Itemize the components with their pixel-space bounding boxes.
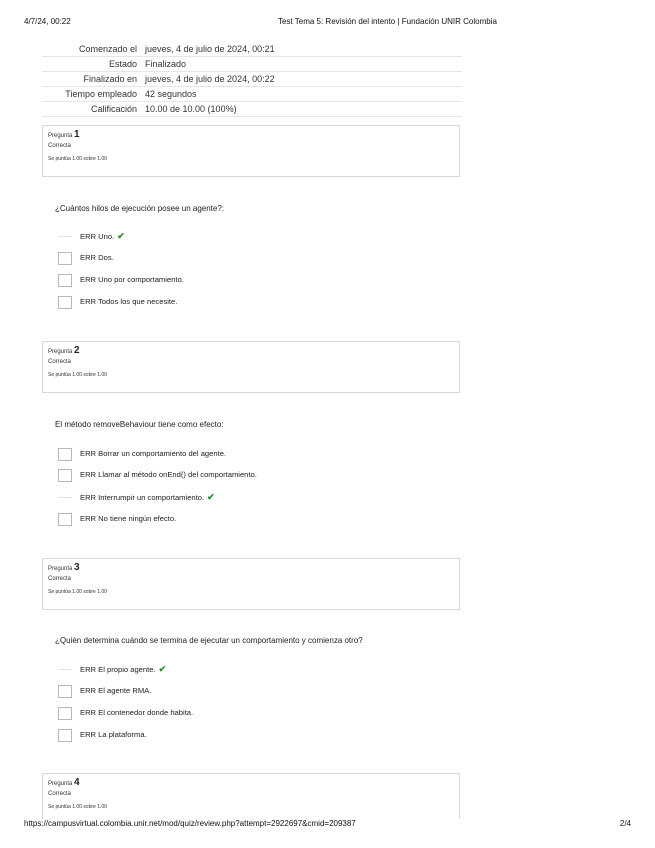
answer-checkbox[interactable] [58,491,72,504]
summary-label: Calificación [42,102,141,117]
answer-label: ERR Uno por comportamiento. [80,275,184,284]
answer-checkbox[interactable] [58,469,72,482]
question-info-box [42,773,460,819]
answer-checkbox[interactable] [58,513,72,526]
summary-row-finished [42,72,462,87]
question-text: El método removeBehaviour tiene como efecto: [55,420,224,429]
attempt-summary-table [42,42,462,117]
answer-option[interactable] [58,295,438,310]
question-info-box [42,125,460,177]
answer-option[interactable] [58,273,438,288]
answer-label: ERR El contenedor donde habita. [80,708,194,717]
answer-checkbox[interactable] [58,663,72,676]
answer-option[interactable] [58,447,438,462]
answer-option[interactable] [58,662,438,677]
summary-row-time-taken [42,87,462,102]
question-number: Pregunta 3 [48,562,80,573]
question-grade: Se puntúa 1.00 sobre 1.00 [48,372,107,378]
answer-option[interactable] [58,251,438,266]
answer-checkbox[interactable] [58,707,72,720]
question-grade: Se puntúa 1.00 sobre 1.00 [48,804,107,810]
answer-label: ERR Todos los que necesite. [80,297,178,306]
answer-label: ERR No tiene ningún efecto. [80,514,177,523]
question-number: Pregunta 4 [48,777,80,788]
print-page-title: Test Tema 5: Revisión del intento | Fundación UNIR Colombia [278,17,497,26]
question-state: Correcta [48,359,72,365]
answer-label: ERR Borrar un comportamiento del agente. [80,449,227,458]
answer-checkbox[interactable] [58,448,72,461]
question-grade: Se puntúa 1.00 sobre 1.00 [48,589,107,595]
question-text: ¿Cuántos hilos de ejecución posee un agente?: [55,204,225,213]
answer-label: ERR El propio agente. [80,665,156,674]
question-state: Correcta [48,143,72,149]
summary-label: Finalizado en [42,72,141,87]
answer-option[interactable] [58,728,438,743]
answer-checkbox[interactable] [58,729,72,742]
print-date: 4/7/24, 00:22 [24,17,71,26]
answer-option[interactable] [58,468,438,483]
print-header [24,17,631,29]
summary-label: Tiempo empleado [42,87,141,102]
question-state: Correcta [48,576,72,582]
question-info-box [42,558,460,610]
answer-option[interactable] [58,512,438,527]
answer-checkbox[interactable] [58,252,72,265]
summary-row-state [42,57,462,72]
question-text: ¿Quién determina cuándo se termina de ejecutar un comportamiento y comienza otro? [55,636,363,645]
print-footer [24,819,631,831]
summary-value: jueves, 4 de julio de 2024, 00:22 [141,72,462,87]
answer-label: ERR Dos. [80,253,114,262]
answer-label: ERR La plataforma. [80,730,147,739]
question-number: Pregunta 2 [48,345,80,356]
answer-option[interactable] [58,706,438,721]
summary-value: jueves, 4 de julio de 2024, 00:21 [141,42,462,57]
print-url: https://campusvirtual.colombia.unir.net/mod/quiz/review.php?attempt=2922697&cmid=209387 [24,819,356,828]
summary-row-grade [42,102,462,117]
question-grade: Se puntúa 1.00 sobre 1.00 [48,156,107,162]
answer-option[interactable] [58,684,438,699]
summary-label: Comenzado el [42,42,141,57]
summary-value: Finalizado [141,57,462,72]
answer-checkbox[interactable] [58,274,72,287]
answer-checkbox[interactable] [58,230,72,243]
answer-checkbox[interactable] [58,296,72,309]
question-number: Pregunta 1 [48,129,80,140]
check-icon: ✔ [207,492,215,502]
answer-option[interactable] [58,490,438,505]
question-state: Correcta [48,791,72,797]
question-info-box [42,341,460,393]
summary-value: 42 segundos [141,87,462,102]
summary-label: Estado [42,57,141,72]
summary-value: 10.00 de 10.00 (100%) [141,102,462,117]
check-icon: ✔ [158,664,167,674]
answer-label: ERR El agente RMA. [80,686,152,695]
answer-option[interactable] [58,229,438,244]
answer-label: ERR Interrumpir un comportamiento. [80,493,205,502]
answer-label: ERR Uno. [80,232,115,241]
answer-checkbox[interactable] [58,685,72,698]
page-number: 2/4 [619,819,631,828]
summary-row-started [42,42,462,57]
answer-label: ERR Llamar al método onEnd() del comportamiento. [80,470,257,479]
check-icon: ✔ [117,231,125,241]
